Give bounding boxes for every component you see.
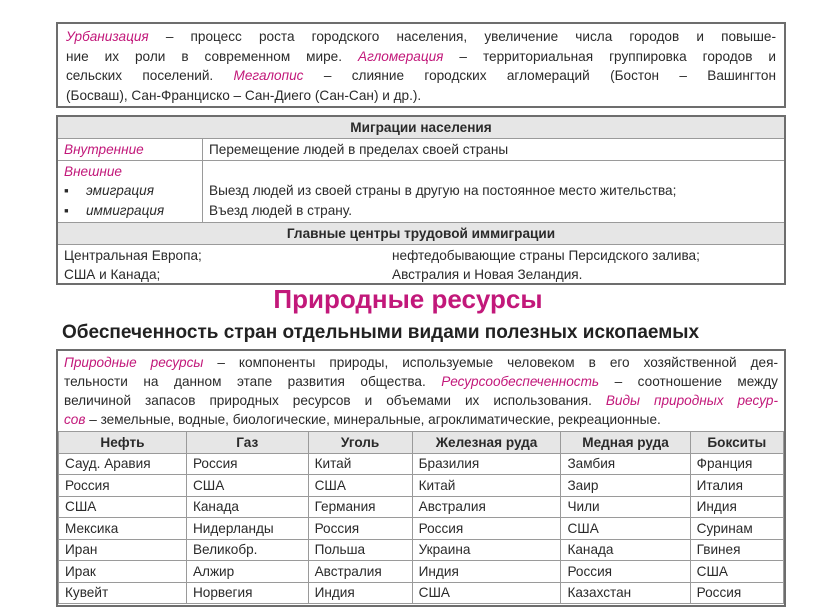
table-cell: Великобр. [186, 539, 308, 561]
center-item: Центральная Европа; [64, 248, 202, 263]
table-cell: Россия [412, 518, 561, 540]
table-cell: Чили [561, 496, 690, 518]
emigration-label: эмиграция [86, 183, 154, 198]
table-cell: Замбия [561, 453, 690, 475]
bullet-icon: ▪ [64, 183, 69, 198]
emigration-item [64, 181, 196, 201]
resources-definition [64, 353, 778, 429]
immigration-item [64, 201, 196, 221]
text-line [66, 86, 776, 106]
emigration-text: Выезд людей из своей страны в другую на постоянное место жительства; [209, 183, 677, 198]
text-segment: – процесс роста городского населения, увеличение числа городов и повыше- [148, 29, 776, 44]
table-cell: Канада [186, 496, 308, 518]
table-cell: Австралия [308, 561, 412, 583]
table-row [59, 582, 784, 604]
term: Агломерация [358, 48, 444, 64]
table-row [59, 518, 784, 540]
table-cell: Россия [308, 518, 412, 540]
table-cell: Заир [561, 475, 690, 497]
table-cell: США [59, 496, 187, 518]
term: Ресурсообеспеченность [441, 374, 600, 389]
table-cell: Индия [690, 496, 783, 518]
term: Мегалопис [233, 68, 304, 84]
table-cell: Украина [412, 539, 561, 561]
table-row [59, 561, 784, 583]
table-cell: Франция [690, 453, 783, 475]
term: Урбанизация [66, 29, 149, 44]
internal-text: Перемещение людей в пределах своей страны [209, 142, 509, 157]
table-cell: США [186, 475, 308, 497]
column-header: Газ [186, 432, 308, 454]
migration-title: Миграции населения [58, 117, 784, 139]
table-cell: Иран [59, 539, 187, 561]
minerals-table [58, 431, 784, 604]
text-segment: – слияние городских агломераций (Бостон – Вашингтон [303, 68, 776, 84]
internal-label: Внутренние [58, 139, 203, 160]
text-segment: – земельные, водные, биологические, минеральные, агроклиматические, рекреационные. [85, 412, 661, 427]
column-header: Нефть [59, 432, 187, 454]
table-cell: Россия [59, 475, 187, 497]
text-segment: – соотношение между [599, 374, 778, 389]
table-cell: Гвинея [690, 539, 783, 561]
immigration-text: Въезд людей в страну. [209, 203, 353, 218]
table-cell: Бразилия [412, 453, 561, 475]
table-cell: Китай [412, 475, 561, 497]
migration-row-external [58, 161, 784, 223]
external-label: Внешние [64, 164, 122, 179]
text-segment: величиной запасов природных ресурсов и объемами их использования. [64, 393, 606, 408]
table-cell: Германия [308, 496, 412, 518]
table-cell: Канада [561, 539, 690, 561]
table-cell: Россия [186, 453, 308, 475]
table-cell: США [561, 518, 690, 540]
text-line [64, 410, 778, 429]
table-cell: США [308, 475, 412, 497]
table-row [59, 475, 784, 497]
table-cell: Мексика [59, 518, 187, 540]
center-item: США и Канада; [64, 267, 161, 282]
table-cell: Россия [690, 582, 783, 604]
immigration-label: иммиграция [86, 203, 165, 218]
text-segment: ние их роли в современном мире. [66, 48, 358, 64]
table-cell: Норвегия [186, 582, 308, 604]
text-line [64, 391, 778, 410]
table-cell: США [690, 561, 783, 583]
text-line [64, 353, 778, 372]
table-row [59, 453, 784, 475]
table-cell: Китай [308, 453, 412, 475]
table-cell: Сауд. Аравия [59, 453, 187, 475]
term: сов [64, 412, 86, 427]
table-row [59, 539, 784, 561]
column-header: Железная руда [412, 432, 561, 454]
center-item: нефтедобывающие страны Персидского залива; [392, 248, 700, 263]
text-line [66, 66, 776, 86]
text-segment: сельских поселений. [66, 68, 234, 84]
text-line [66, 47, 776, 67]
table-cell: Суринам [690, 518, 783, 540]
table-cell: Ирак [59, 561, 187, 583]
text-segment: – компоненты природы, используемые человеком в его хозяйственной дея- [203, 355, 778, 370]
text-line [64, 372, 778, 391]
table-row [59, 496, 784, 518]
section-title: Природные ресурсы [273, 284, 543, 314]
center-item: Австралия и Новая Зеландия. [392, 267, 583, 282]
table-cell: Индия [412, 561, 561, 583]
urbanization-text [66, 27, 776, 105]
table-cell: Италия [690, 475, 783, 497]
table-cell: Казахстан [561, 582, 690, 604]
urbanization-definition-box [56, 22, 786, 108]
immigration-centers-title: Главные центры трудовой иммиграции [58, 223, 784, 245]
bullet-icon: ▪ [64, 203, 69, 218]
text-line [66, 27, 776, 47]
term: Природные ресурсы [64, 355, 204, 370]
section-subtitle: Обеспеченность стран отдельными видами полезных ископаемых [62, 322, 700, 343]
table-cell: США [412, 582, 561, 604]
table-cell: Польша [308, 539, 412, 561]
migration-table [56, 115, 786, 285]
column-header: Бокситы [690, 432, 783, 454]
table-cell: Нидерланды [186, 518, 308, 540]
immigration-centers [58, 245, 784, 287]
column-header: Медная руда [561, 432, 690, 454]
resources-box [56, 349, 786, 607]
text-segment: тельности на данном этапе развития общества. [64, 374, 442, 389]
migration-row-internal [58, 139, 784, 161]
table-cell: Россия [561, 561, 690, 583]
term: Виды природных ресур- [605, 393, 778, 408]
table-cell: Кувейт [59, 582, 187, 604]
text-segment: – территориальная группировка городов и [443, 48, 777, 64]
table-cell: Алжир [186, 561, 308, 583]
text-segment: (Босваш), Сан-Франциско – Сан-Диего (Сан-Сан) и др.). [66, 87, 422, 103]
column-header: Уголь [308, 432, 412, 454]
table-cell: Индия [308, 582, 412, 604]
table-cell: Австралия [412, 496, 561, 518]
